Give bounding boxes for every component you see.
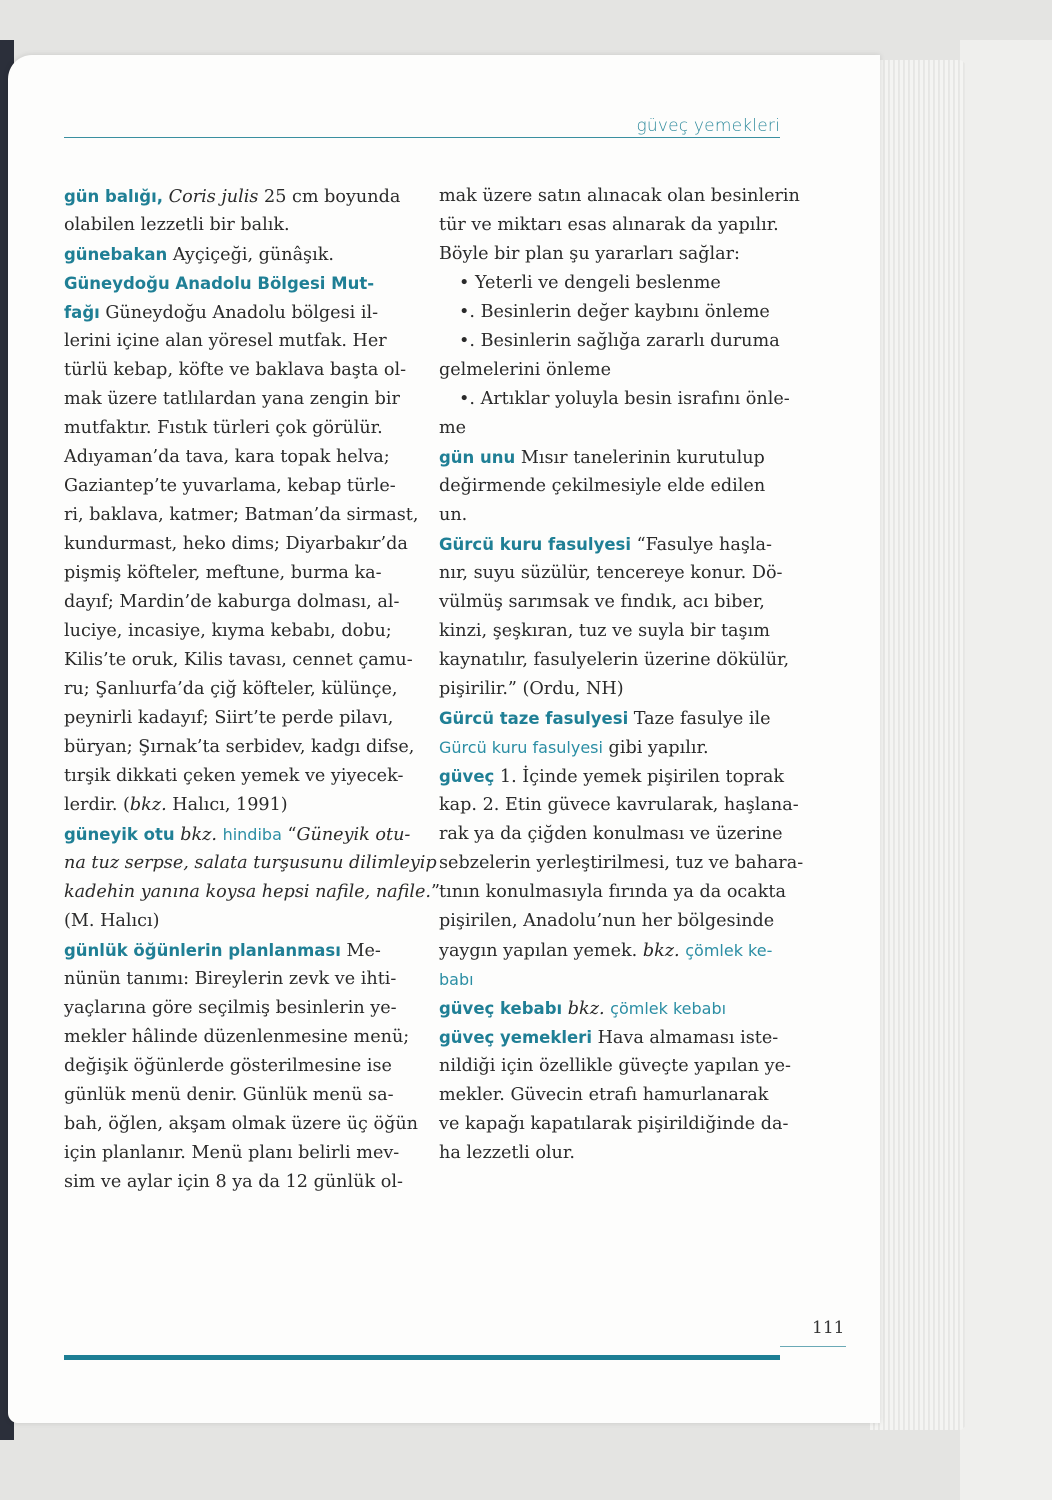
text-line bbox=[64, 240, 410, 269]
text-line bbox=[64, 733, 415, 762]
body-text: kinzi, şeşkıran, tuz ve suyla bir taşım bbox=[439, 621, 770, 641]
footer-thin-rule bbox=[780, 1346, 846, 1347]
text-line bbox=[439, 182, 800, 211]
headword: günebakan bbox=[64, 245, 168, 264]
text-line bbox=[439, 820, 781, 849]
text-line bbox=[439, 414, 781, 443]
text-line bbox=[439, 327, 781, 356]
body-text: Hava almaması iste- bbox=[591, 1028, 779, 1048]
text-line bbox=[64, 269, 410, 298]
headword: gün balığı, bbox=[64, 187, 164, 206]
italic-text: Güneyik otu- bbox=[296, 825, 411, 845]
body-text: sim ve aylar için 8 ya da 12 günlük ol- bbox=[64, 1172, 403, 1192]
bullet-item: •. Artıklar yoluyla besin israfını önle- bbox=[459, 389, 790, 409]
headword: güveç kebabı bbox=[439, 999, 563, 1018]
body-text: Mısır tanelerinin kurutulup bbox=[515, 448, 765, 468]
text-line bbox=[64, 646, 413, 675]
text-line bbox=[64, 1052, 410, 1081]
running-head: güveç yemekleri bbox=[636, 116, 780, 136]
text-line bbox=[64, 704, 410, 733]
body-text: sebzelerin yerleştirilmesi, tuz ve bahara- bbox=[439, 853, 804, 873]
text-line bbox=[64, 1023, 410, 1052]
text-line bbox=[439, 878, 786, 907]
body-text: nır, suyu süzülür, tencereye konur. Dö- bbox=[439, 563, 783, 583]
body-text: luciye, incasiye, kıyma kebabı, dobu; bbox=[64, 621, 392, 641]
cross-reference: Gürcü kuru fasulyesi bbox=[439, 738, 603, 757]
body-text: tırşik dikkati çeken yemek ve yiyecek- bbox=[64, 766, 404, 786]
left-column bbox=[64, 182, 441, 1197]
body-text: Güneydoğu Anadolu bölgesi il- bbox=[99, 303, 379, 323]
body-text: gibi yapılır. bbox=[602, 738, 709, 758]
text-line bbox=[439, 762, 785, 791]
background-surface bbox=[960, 40, 1052, 1500]
text-line bbox=[64, 907, 410, 936]
text-line bbox=[64, 559, 410, 588]
body-text: mekler hâlinde düzenlenmesine menü; bbox=[64, 1027, 410, 1047]
text-line bbox=[439, 1052, 791, 1081]
text-line bbox=[64, 878, 441, 907]
body-text: gelmelerini önleme bbox=[439, 360, 612, 380]
text-line bbox=[439, 617, 781, 646]
body-text: tının konulmasıyla fırında ya da ocakta bbox=[439, 882, 786, 902]
text-line bbox=[439, 588, 781, 617]
text-line bbox=[439, 240, 781, 269]
right-column bbox=[439, 182, 804, 1168]
text-line bbox=[64, 182, 410, 211]
bullet-item: • Yeterli ve dengeli beslenme bbox=[459, 273, 721, 293]
body-text: Adıyaman’da tava, kara topak helva; bbox=[64, 447, 390, 467]
body-text: Ayçiçeği, günâşık. bbox=[167, 245, 334, 265]
body-text: ” bbox=[431, 882, 441, 902]
text-line bbox=[64, 211, 410, 240]
body-text: Me- bbox=[340, 941, 381, 961]
body-text: ha lezzetli olur. bbox=[439, 1143, 575, 1163]
text-line bbox=[439, 385, 790, 414]
text-line bbox=[439, 443, 781, 472]
body-text: me bbox=[439, 418, 467, 438]
text-line bbox=[64, 936, 410, 965]
body-text: “Fasulye haşla- bbox=[631, 535, 772, 555]
text-line bbox=[64, 414, 410, 443]
body-text: 1. İçinde yemek pişirilen toprak bbox=[494, 767, 785, 787]
text-line bbox=[439, 704, 781, 733]
body-text: mutfaktır. Fıstık türleri çok görülür. bbox=[64, 418, 383, 438]
text-line bbox=[439, 1023, 781, 1052]
text-line bbox=[439, 559, 781, 588]
headword: günlük öğünlerin planlanması bbox=[64, 941, 341, 960]
italic-text: kadehin yanına koysa hepsi nafile, nafile. bbox=[64, 882, 432, 902]
text-line bbox=[439, 356, 781, 385]
body-text: Halıcı, 1991) bbox=[166, 795, 288, 815]
text-line bbox=[439, 965, 781, 994]
headword: Gürcü taze fasulyesi bbox=[439, 709, 629, 728]
text-line bbox=[439, 530, 781, 559]
text-line bbox=[64, 849, 437, 878]
headword: fağı bbox=[64, 303, 100, 322]
text-line bbox=[439, 646, 790, 675]
body-text: tür ve miktarı esas alınarak da yapılır. bbox=[439, 215, 779, 235]
headword: Güneydoğu Anadolu Bölgesi Mut- bbox=[64, 274, 375, 293]
bullet-item: •. Besinlerin sağlığa zararlı duruma bbox=[459, 331, 780, 351]
text-line bbox=[64, 472, 410, 501]
body-text: nünün tanımı: Bireylerin zevk ve ihti- bbox=[64, 969, 397, 989]
italic-text: Coris julis bbox=[168, 187, 259, 207]
text-line bbox=[64, 356, 410, 385]
text-line bbox=[64, 994, 410, 1023]
cross-reference: hindiba bbox=[222, 825, 282, 844]
italic-text: na tuz serpse, salata turşusunu dilimleyip bbox=[64, 853, 437, 873]
headword: güveç bbox=[439, 767, 495, 786]
italic-text: bkz. bbox=[642, 941, 680, 961]
headword: gün unu bbox=[439, 448, 516, 467]
body-text: Gaziantep’te yuvarlama, kebap türle- bbox=[64, 476, 396, 496]
page-stack-edge bbox=[870, 60, 965, 1430]
text-line bbox=[439, 269, 781, 298]
text-line bbox=[439, 849, 804, 878]
text-line bbox=[439, 791, 799, 820]
italic-text: bkz. bbox=[129, 795, 167, 815]
header-rule bbox=[64, 137, 780, 138]
body-text: 25 cm boyunda bbox=[258, 187, 401, 207]
text-line bbox=[64, 530, 410, 559]
body-text: büryan; Şırnak’ta serbidev, kadgı difse, bbox=[64, 737, 415, 757]
text-line bbox=[64, 298, 410, 327]
text-line bbox=[64, 327, 410, 356]
text-line bbox=[64, 501, 419, 530]
body-text: ru; Şanlıurfa’da çiğ köfteler, külünçe, bbox=[64, 679, 398, 699]
text-line bbox=[64, 443, 410, 472]
text-line bbox=[64, 675, 410, 704]
body-text: Kilis’te oruk, Kilis tavası, cennet çamu- bbox=[64, 650, 413, 670]
text-line bbox=[439, 1139, 781, 1168]
body-text: için planlanır. Menü planı belirli mev- bbox=[64, 1143, 400, 1163]
text-line bbox=[439, 472, 781, 501]
cross-reference: babı bbox=[439, 970, 474, 989]
cross-reference: çömlek ke- bbox=[685, 941, 773, 960]
text-line bbox=[439, 994, 781, 1023]
body-text: kundurmast, heko dims; Diyarbakır’da bbox=[64, 534, 408, 554]
body-text: mekler. Güvecin etrafı hamurlanarak bbox=[439, 1085, 769, 1105]
text-line bbox=[439, 298, 781, 327]
text-line bbox=[64, 965, 410, 994]
text-line bbox=[64, 1168, 410, 1197]
body-text: lerdir. ( bbox=[64, 795, 130, 815]
body-text: olabilen lezzetli bir balık. bbox=[64, 215, 290, 235]
body-text: değişik öğünlerde gösterilmesine ise bbox=[64, 1056, 392, 1076]
body-text: “ bbox=[281, 825, 297, 845]
headword: Gürcü kuru fasulyesi bbox=[439, 535, 632, 554]
body-text: ri, baklava, katmer; Batman’da sirmast, bbox=[64, 505, 419, 525]
text-line bbox=[64, 1139, 410, 1168]
text-line bbox=[64, 791, 410, 820]
body-text: günlük menü denir. Günlük menü sa- bbox=[64, 1085, 394, 1105]
body-text: Taze fasulye ile bbox=[628, 709, 771, 729]
text-line bbox=[439, 675, 781, 704]
body-text: Böyle bir plan şu yararları sağlar: bbox=[439, 244, 740, 264]
italic-text: bkz. bbox=[567, 999, 605, 1019]
text-line bbox=[64, 1081, 410, 1110]
cross-reference: çömlek kebabı bbox=[610, 999, 727, 1018]
text-line bbox=[64, 588, 410, 617]
body-text: rak ya da çiğden konulması ve üzerine bbox=[439, 824, 783, 844]
text-line bbox=[64, 385, 410, 414]
body-text: kap. 2. Etin güvece kavrularak, haşlana- bbox=[439, 795, 799, 815]
body-text: bah, öğlen, akşam olmak üzere üç öğün bbox=[64, 1114, 418, 1134]
body-text: mak üzere tatlılardan yana zengin bir bbox=[64, 389, 400, 409]
text-line bbox=[439, 1110, 789, 1139]
body-text: dayıf; Mardin’de kaburga dolması, al- bbox=[64, 592, 400, 612]
body-text: (M. Halıcı) bbox=[64, 911, 160, 931]
italic-text: bkz. bbox=[180, 825, 217, 845]
body-text: yaçlarına göre seçilmiş besinlerin ye- bbox=[64, 998, 397, 1018]
body-text: peynirli kadayıf; Siirt’te perde pilavı, bbox=[64, 708, 394, 728]
text-line bbox=[439, 907, 781, 936]
text-line bbox=[64, 617, 410, 646]
body-text: pişirilir.” (Ordu, NH) bbox=[439, 679, 624, 699]
body-text: vülmüş sarımsak ve fındık, acı biber, bbox=[439, 592, 765, 612]
body-text: mak üzere satın alınacak olan besinlerin bbox=[439, 186, 800, 206]
body-text: ve kapağı kapatılarak pişirildiğinde da- bbox=[439, 1114, 789, 1134]
body-text: nildiği için özellikle güveçte yapılan ye- bbox=[439, 1056, 791, 1076]
text-line bbox=[64, 1110, 418, 1139]
bullet-item: •. Besinlerin değer kaybını önleme bbox=[459, 302, 770, 322]
body-text: yaygın yapılan yemek. bbox=[439, 941, 643, 961]
headword: güveç yemekleri bbox=[439, 1028, 592, 1047]
body-text: kaynatılır, fasulyelerin üzerine dökülür, bbox=[439, 650, 790, 670]
text-line bbox=[64, 762, 410, 791]
text-line bbox=[439, 733, 781, 762]
body-text: lerini içine alan yöresel mutfak. Her bbox=[64, 331, 387, 351]
text-line bbox=[439, 211, 781, 240]
footer-bar bbox=[64, 1355, 780, 1360]
text-line bbox=[64, 820, 410, 849]
text-line bbox=[439, 1081, 781, 1110]
text-line bbox=[439, 501, 781, 530]
body-text: pişmiş köfteler, meftune, burma ka- bbox=[64, 563, 382, 583]
body-text: pişirilen, Anadolu’nun her bölgesinde bbox=[439, 911, 775, 931]
headword: güneyik otu bbox=[64, 825, 175, 844]
body-text: değirmende çekilmesiyle elde edilen bbox=[439, 476, 766, 496]
body-text: türlü kebap, köfte ve baklava başta ol- bbox=[64, 360, 407, 380]
body-text: un. bbox=[439, 505, 468, 525]
text-line bbox=[439, 936, 781, 965]
page-number: 111 bbox=[812, 1318, 845, 1338]
